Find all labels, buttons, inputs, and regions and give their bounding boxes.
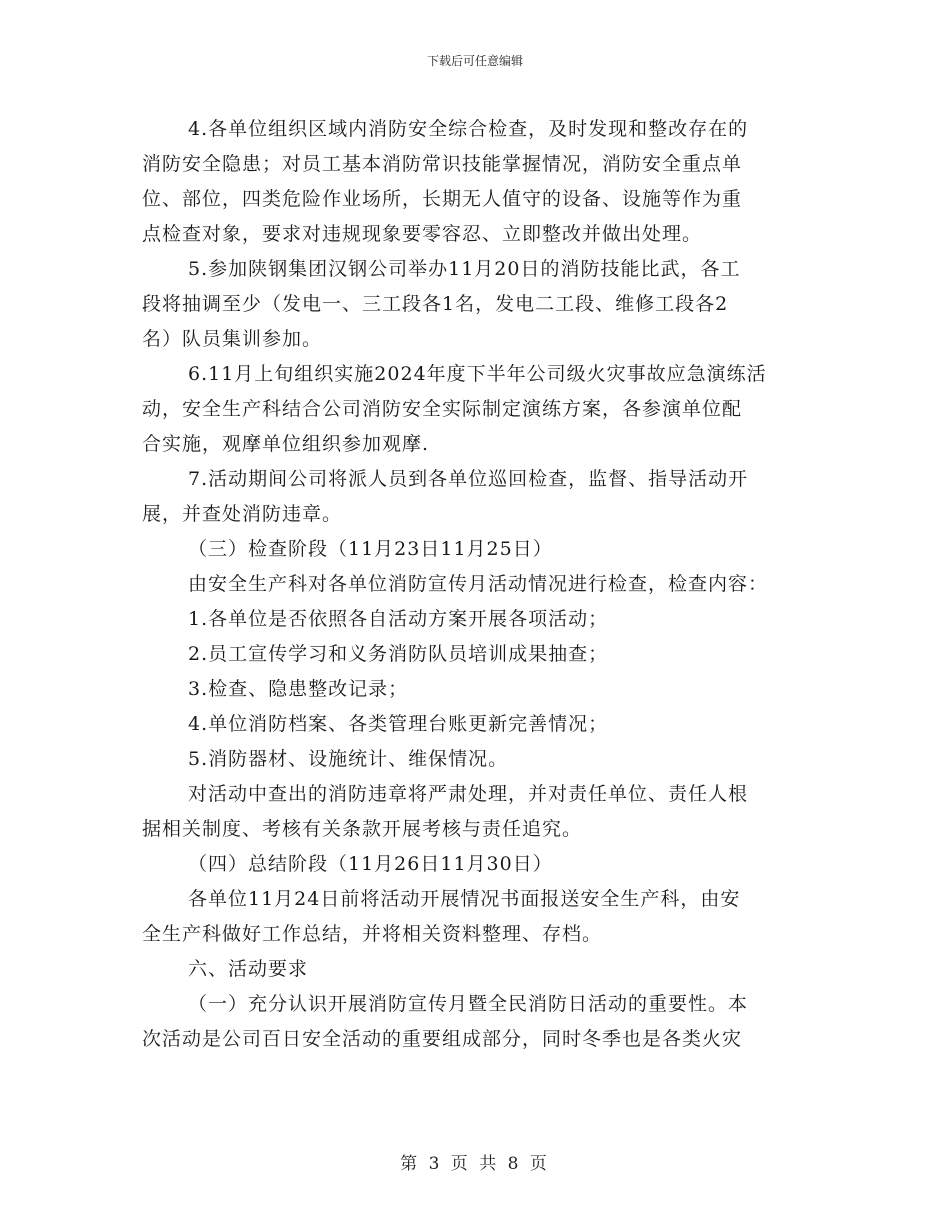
- text-line: 各单位11月24日前将活动开展情况书面报送安全生产科，由安: [188, 888, 741, 910]
- text-line: 次活动是公司百日安全活动的重要组成部分，同时冬季也是各类火灾: [142, 1028, 743, 1050]
- text-line: 1.各单位是否依照各自活动方案开展各项活动；: [188, 608, 609, 630]
- text-line: 6.11月上旬组织实施2024年度下半年公司级火灾事故应急演练活: [188, 363, 767, 385]
- text-line: 2.员工宣传学习和义务消防队员培训成果抽查；: [188, 643, 609, 665]
- text-line: 4.单位消防档案、各类管理台账更新完善情况；: [188, 713, 609, 735]
- text-line: 3.检查、隐患整改记录；: [188, 678, 409, 700]
- text-line: 展，并查处消防违章。: [142, 503, 343, 525]
- text-line: 7.活动期间公司将派人员到各单位巡回检查，监督、指导活动开: [188, 468, 749, 490]
- text-line: 5.消防器材、设施统计、维保情况。: [188, 748, 509, 770]
- text-line: 动，安全生产科结合公司消防安全实际制定演练方案，各参演单位配: [142, 398, 743, 420]
- text-line: 名）队员集训参加。: [142, 328, 323, 350]
- text-line: 位、部位，四类危险作业场所，长期无人值守的设备、设施等作为重: [142, 188, 743, 210]
- text-line: 六、活动要求: [188, 958, 309, 980]
- text-line: （四）总结阶段（11月26日11月30日）: [188, 853, 553, 875]
- document-body: [142, 112, 808, 1057]
- text-line: 4.各单位组织区域内消防安全综合检查，及时发现和整改存在的: [188, 118, 749, 140]
- text-line: 全生产科做好工作总结，并将相关资料整理、存档。: [142, 923, 603, 945]
- page-number: 第 3 页 共 8 页: [400, 1154, 550, 1174]
- text-line: 合实施，观摩单位组织参加观摩.: [142, 433, 430, 455]
- text-line: 据相关制度、考核有关条款开展考核与责任追究。: [142, 818, 583, 840]
- text-line: 由安全生产科对各单位消防宣传月活动情况进行检查，检查内容：: [188, 573, 769, 595]
- text-line: 5.参加陕钢集团汉钢公司举办11月20日的消防技能比武，各工: [188, 258, 741, 280]
- text-line: （一）充分认识开展消防宣传月暨全民消防日活动的重要性。本: [188, 993, 749, 1015]
- text-line: 对活动中查出的消防违章将严肃处理，并对责任单位、责任人根: [188, 783, 749, 805]
- text-line: 消防安全隐患；对员工基本消防常识技能掌握情况，消防安全重点单: [142, 153, 743, 175]
- page-header: 下载后可任意编辑: [426, 54, 523, 68]
- text-line: 段将抽调至少（发电一、三工段各1名，发电二工段、维修工段各2: [142, 293, 729, 315]
- text-line: 点检查对象，要求对违规现象要零容忍、立即整改并做出处理。: [142, 223, 703, 245]
- text-line: （三）检查阶段（11月23日11月25日）: [188, 538, 553, 560]
